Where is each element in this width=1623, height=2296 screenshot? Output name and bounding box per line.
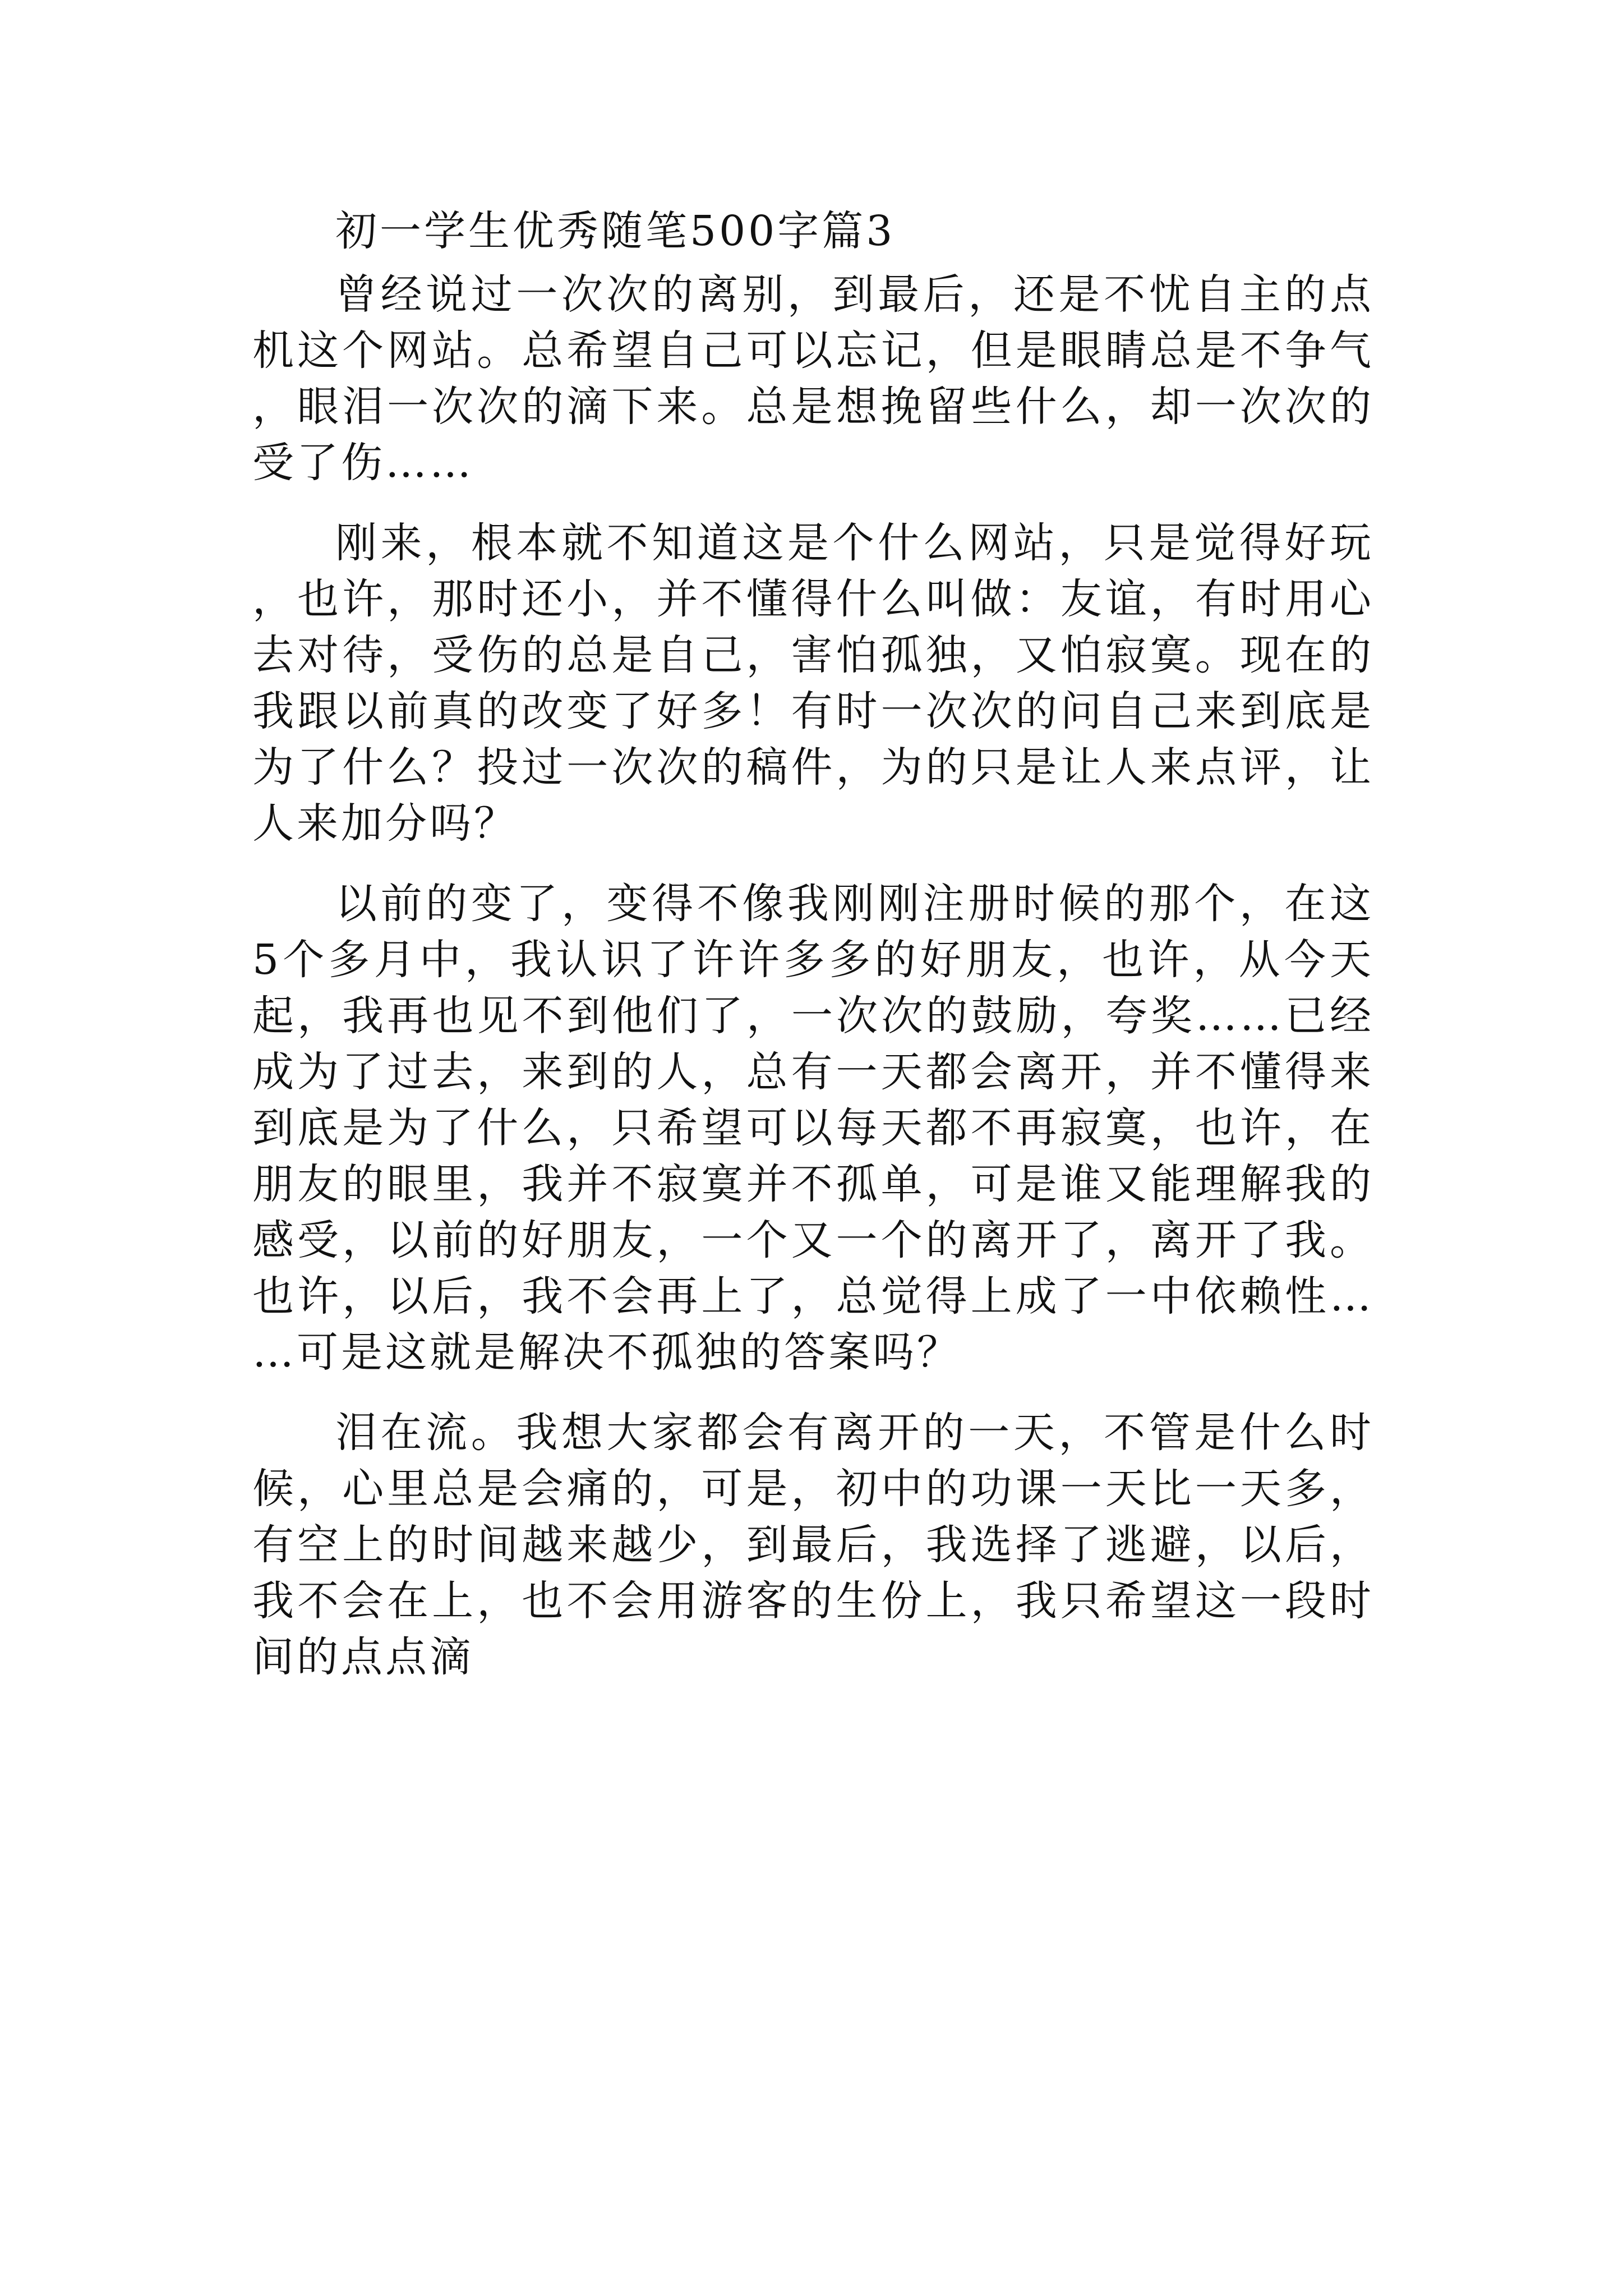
document-body: [252, 203, 1374, 1685]
paragraph-1: 曾经说过一次次的离别，到最后，还是不忧自主的点机这个网站。总希望自己可以忘记，但是眼睛总是不争气，眼泪一次次的滴下来。总是想挽留些什么，却一次次的受了伤……: [252, 270, 1374, 487]
paragraph-4: 泪在流。我想大家都会有离开的一天，不管是什么时候，心里总是会痛的，可是，初中的功课一天比一天多，有空上的时间越来越少，到最后，我选择了逃避，以后，我不会在上，也不会用游客的生份上，我只希望这一段时间的点点滴: [252, 1409, 1374, 1681]
paragraph-2: 刚来，根本就不知道这是个什么网站，只是觉得好玩，也许，那时还小，并不懂得什么叫做：友谊，有时用心去对待，受伤的总是自己，害怕孤独，又怕寂寞。现在的我跟以前真的改变了好多！有时一次次的问自己来到底是为了什么？投过一次次的稿件，为的只是让人来点评，让人来加分吗？: [252, 519, 1374, 848]
paragraph-3: 以前的变了，变得不像我刚刚注册时候的那个，在这5个多月中，我认识了许许多多的好朋友，也许，从今天起，我再也见不到他们了，一次次的鼓励，夸奖……已经成为了过去，来到的人，总有一天都会离开，并不懂得来到底是为了什么，只希望可以每天都不再寂寞，也许，在朋友的眼里，我并不寂寞并不孤单，可是谁又能理解我的感受，以前的好朋友，一个又一个的离开了，离开了我。也许，以后，我不会再上了，总觉得上成了一中依赖性……可是这就是解决不孤独的答案吗？: [252, 880, 1374, 1377]
document-title: 初一学生优秀随笔500字篇3: [335, 207, 896, 255]
